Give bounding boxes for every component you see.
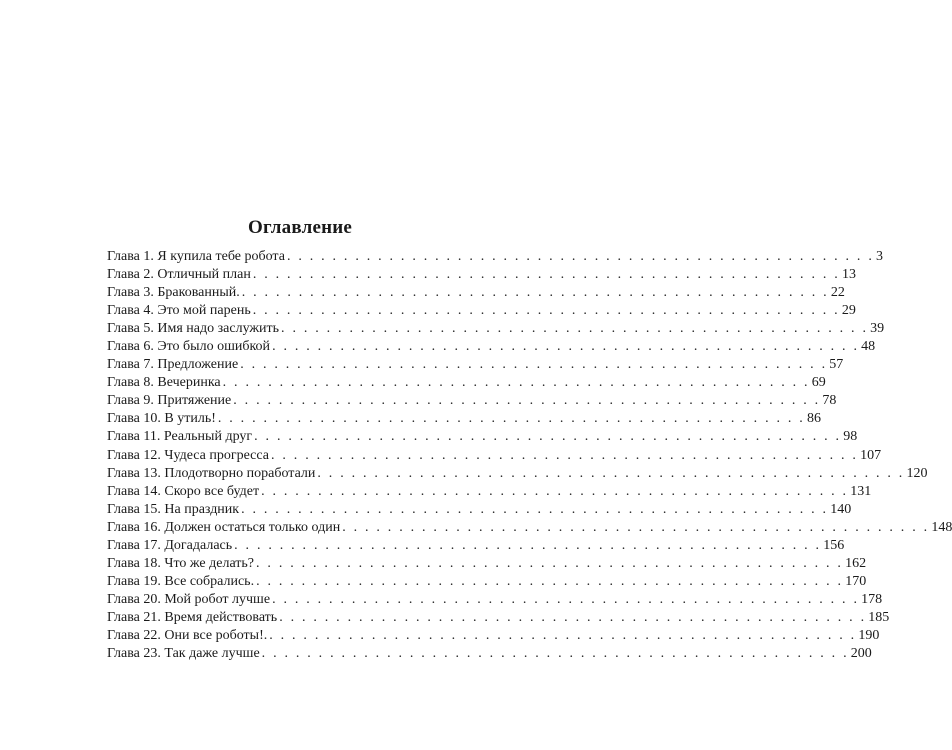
dot-leader: . . . . . . . . . . . . . . . . . . . . . . . . . . . . . . . . . . . . . . . . . . . . . . . . . . . . xyxy=(272,591,860,607)
chapter-title: Глава 21. Время действовать xyxy=(107,609,278,625)
dot-leader: . . . . . . . . . . . . . . . . . . . . . . . . . . . . . . . . . . . . . . . . . . . . . . . . . . . . xyxy=(281,321,869,337)
chapter-title: Глава 23. Так даже лучше xyxy=(107,646,260,662)
chapter-title: Глава 2. Отличный план xyxy=(107,267,251,283)
page-number: 3 xyxy=(876,249,884,264)
page-number: 131 xyxy=(850,483,872,499)
chapter-title: Глава 4. Это мой парень xyxy=(107,303,251,319)
toc-entry xyxy=(107,338,876,356)
page-number: 178 xyxy=(861,591,883,607)
toc-entry xyxy=(107,465,928,483)
page-number: 156 xyxy=(823,537,845,553)
page-number: 39 xyxy=(870,321,885,337)
chapter-title: Глава 11. Реальный друг xyxy=(107,429,253,445)
dot-leader: . . . . . . . . . . . . . . . . . . . . . . . . . . . . . . . . . . . . . . . . . . . . . . . . . . . . xyxy=(233,393,821,409)
chapter-title: Глава 5. Имя надо заслужить xyxy=(107,321,280,337)
dot-leader: . . . . . . . . . . . . . . . . . . . . . . . . . . . . . . . . . . . . . . . . . . . . . . . . . . . . xyxy=(272,339,860,355)
toc-entry xyxy=(107,266,856,284)
toc-entry xyxy=(107,284,845,302)
toc-entry xyxy=(107,356,844,374)
chapter-title: Глава 6. Это было ошибкой xyxy=(107,339,271,355)
toc-entry xyxy=(107,447,882,465)
table-of-contents xyxy=(107,248,952,663)
chapter-title: Глава 9. Притяжение xyxy=(107,393,232,409)
toc-entry xyxy=(107,555,867,573)
chapter-title: Глава 20. Мой робот лучше xyxy=(107,591,271,607)
page-number: 69 xyxy=(811,375,826,391)
page-number: 190 xyxy=(858,627,880,643)
page-number: 170 xyxy=(845,573,867,589)
dot-leader: . . . . . . . . . . . . . . . . . . . . . . . . . . . . . . . . . . . . . . . . . . . . . . . . . . . . xyxy=(286,249,875,264)
toc-entry xyxy=(107,573,867,591)
toc-entry xyxy=(107,302,856,320)
chapter-title: Глава 17. Догадалась xyxy=(107,537,233,553)
dot-leader: . . . . . . . . . . . . . . . . . . . . . . . . . . . . . . . . . . . . . . . . . . . . . . . . . . . . xyxy=(254,429,842,445)
page-number: 48 xyxy=(861,339,876,355)
page-number: 78 xyxy=(822,393,837,409)
dot-leader: . . . . . . . . . . . . . . . . . . . . . . . . . . . . . . . . . . . . . . . . . . . . . . . . . . . . xyxy=(256,555,844,571)
toc-entry xyxy=(107,519,952,537)
page-number: 148 xyxy=(931,519,952,535)
dot-leader: . . . . . . . . . . . . . . . . . . . . . . . . . . . . . . . . . . . . . . . . . . . . . . . . . . . . xyxy=(240,357,828,373)
toc-entry xyxy=(107,537,845,555)
page-number: 162 xyxy=(845,555,867,571)
toc-entry xyxy=(107,248,884,266)
toc-entry xyxy=(107,501,852,519)
chapter-title: Глава 19. Все собрались. xyxy=(107,573,255,589)
dot-leader: . . . . . . . . . . . . . . . . . . . . . . . . . . . . . . . . . . . . . . . . . . . . . . . . . . . . xyxy=(271,447,859,463)
chapter-title: Глава 8. Вечеринка xyxy=(107,375,221,391)
toc-entry xyxy=(107,392,837,410)
dot-leader: . . . . . . . . . . . . . . . . . . . . . . . . . . . . . . . . . . . . . . . . . . . . . . . . . . . . xyxy=(261,646,849,662)
page-number: 140 xyxy=(830,501,852,517)
page-number: 185 xyxy=(868,609,890,625)
chapter-title: Глава 1. Я купила тебе робота xyxy=(107,249,285,264)
page-number: 107 xyxy=(860,447,882,463)
dot-leader: . . . . . . . . . . . . . . . . . . . . . . . . . . . . . . . . . . . . . . . . . . . . . . . . . . . . xyxy=(234,537,822,553)
page-number: 13 xyxy=(841,267,856,283)
chapter-title: Глава 3. Бракованный. xyxy=(107,285,240,301)
chapter-title: Глава 7. Предложение xyxy=(107,357,239,373)
toc-entry xyxy=(107,320,885,338)
dot-leader: . . . . . . . . . . . . . . . . . . . . . . . . . . . . . . . . . . . . . . . . . . . . . . . . . . . . xyxy=(241,285,829,301)
page-number: 22 xyxy=(830,285,845,301)
toc-entry xyxy=(107,410,821,428)
page-number: 200 xyxy=(850,646,872,662)
toc-entry xyxy=(107,609,890,627)
chapter-title: Глава 16. Должен остаться только один xyxy=(107,519,341,535)
dot-leader: . . . . . . . . . . . . . . . . . . . . . . . . . . . . . . . . . . . . . . . . . . . . . . . . . . . . xyxy=(279,609,867,625)
toc-entry xyxy=(107,591,883,609)
toc-entry xyxy=(107,374,826,392)
chapter-title: Глава 18. Что же делать? xyxy=(107,555,255,571)
dot-leader: . . . . . . . . . . . . . . . . . . . . . . . . . . . . . . . . . . . . . . . . . . . . . . . . . . . . xyxy=(256,573,844,589)
dot-leader: . . . . . . . . . . . . . . . . . . . . . . . . . . . . . . . . . . . . . . . . . . . . . . . . . . . . xyxy=(252,303,840,319)
chapter-title: Глава 12. Чудеса прогресса xyxy=(107,447,269,463)
chapter-title: Глава 10. В утиль! xyxy=(107,411,216,427)
page-number: 29 xyxy=(841,303,856,319)
dot-leader: . . . . . . . . . . . . . . . . . . . . . . . . . . . . . . . . . . . . . . . . . . . . . . . . . . . . xyxy=(217,411,805,427)
page-number: 86 xyxy=(806,411,821,427)
toc-entry xyxy=(107,483,872,501)
dot-leader: . . . . . . . . . . . . . . . . . . . . . . . . . . . . . . . . . . . . . . . . . . . . . . . . . . . . xyxy=(252,267,840,283)
dot-leader: . . . . . . . . . . . . . . . . . . . . . . . . . . . . . . . . . . . . . . . . . . . . . . . . . . . . xyxy=(269,627,857,643)
chapter-title: Глава 14. Скоро все будет xyxy=(107,483,260,499)
chapter-title: Глава 15. На праздник xyxy=(107,501,240,517)
dot-leader: . . . . . . . . . . . . . . . . . . . . . . . . . . . . . . . . . . . . . . . . . . . . . . . . . . . . xyxy=(222,375,810,391)
page-number: 57 xyxy=(829,357,844,373)
toc-heading: Оглавление xyxy=(247,216,353,238)
dot-leader: . . . . . . . . . . . . . . . . . . . . . . . . . . . . . . . . . . . . . . . . . . . . . . . . . . . . xyxy=(261,483,849,499)
chapter-title: Глава 13. Плодотворно поработали xyxy=(107,465,316,481)
dot-leader: . . . . . . . . . . . . . . . . . . . . . . . . . . . . . . . . . . . . . . . . . . . . . . . . . . . . xyxy=(342,519,930,535)
toc-entry xyxy=(107,627,880,645)
toc-entry xyxy=(107,645,872,663)
chapter-title: Глава 22. Они все роботы!. xyxy=(107,627,268,643)
dot-leader: . . . . . . . . . . . . . . . . . . . . . . . . . . . . . . . . . . . . . . . . . . . . . . . . . . . . xyxy=(241,501,829,517)
dot-leader: . . . . . . . . . . . . . . . . . . . . . . . . . . . . . . . . . . . . . . . . . . . . . . . . . . . . xyxy=(317,465,905,481)
toc-entry xyxy=(107,428,858,446)
page-number: 120 xyxy=(906,465,928,481)
page-number: 98 xyxy=(843,429,858,445)
